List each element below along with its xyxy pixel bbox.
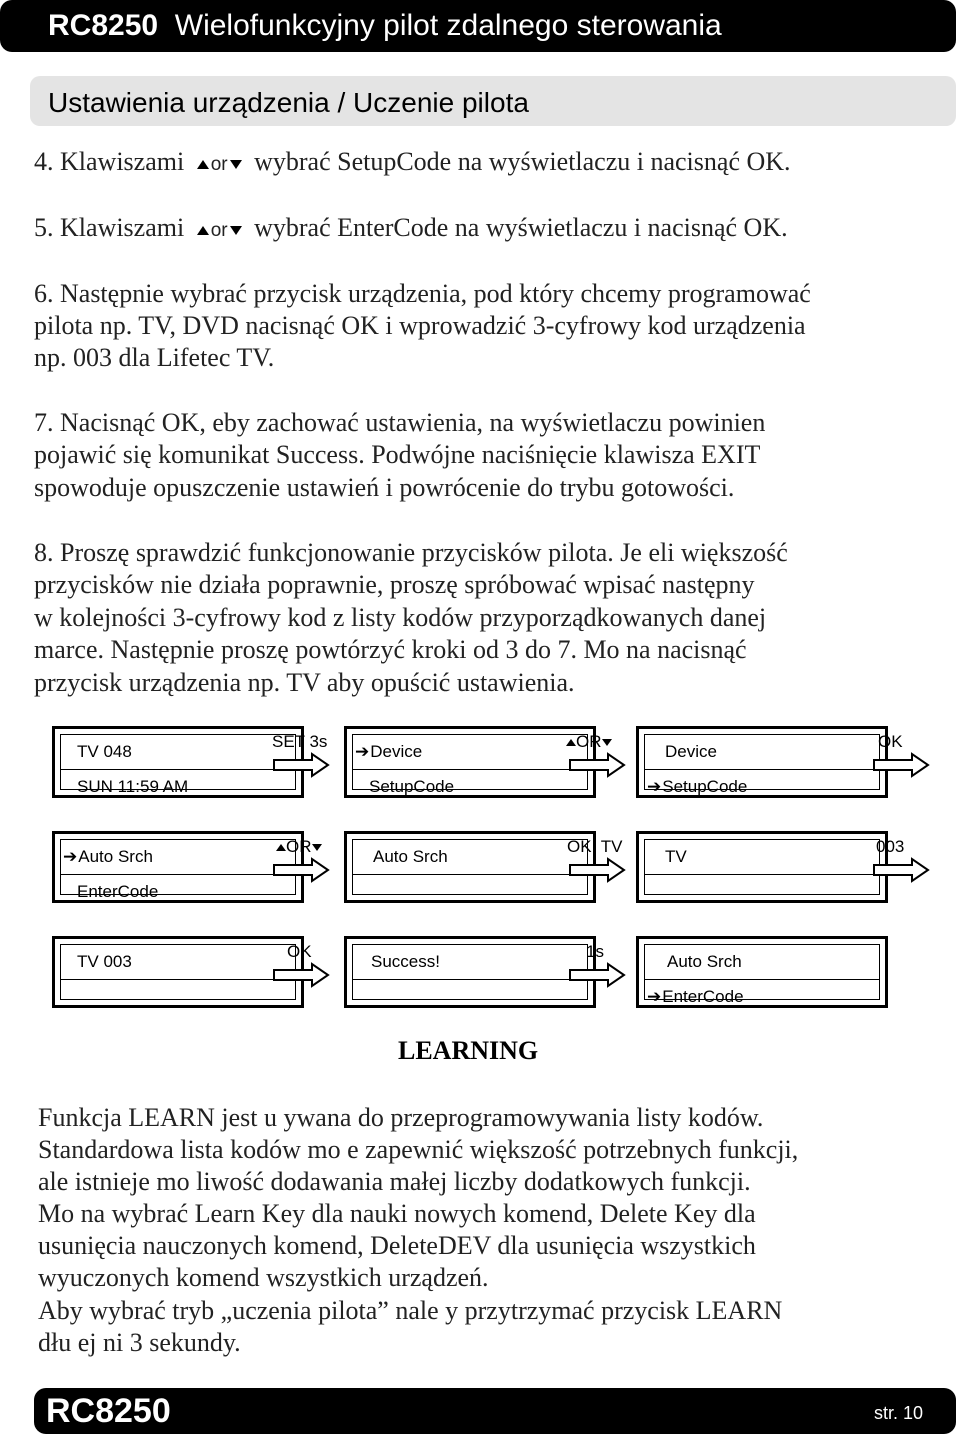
lcd-line-2: SUN 11:59 AM (77, 777, 189, 796)
lcd-display (344, 831, 596, 903)
step-8-line: przycisk urządzenia np. TV aby opuścić ustawienia. (34, 668, 575, 697)
learning-paragraph-line: wyuczonych komend wszystkich urządzeń. (38, 1263, 489, 1292)
lcd-line-1: Auto Srch (353, 840, 587, 875)
step-8-line: przycisków nie działa poprawnie, proszę spróbować wpisać następny (34, 570, 755, 599)
lcd-line-1-text: Device (370, 742, 423, 761)
section-title: Ustawienia urządzenia / Uczenie pilota (48, 87, 529, 118)
arrow-down-icon (230, 226, 242, 235)
right-arrow-icon (568, 962, 626, 988)
flow-step-label: 003 (876, 837, 905, 856)
or-label: OR (576, 732, 602, 751)
right-arrow-icon (872, 857, 930, 883)
right-arrow-icon (568, 857, 626, 883)
section-title-bar (30, 76, 956, 126)
step-7-line: 7. Nacisnąć OK, eby zachować ustawienia, na wyświetlaczu powinien (34, 408, 766, 437)
up-or-down-keys (191, 215, 248, 247)
flow-step-label: OK (878, 732, 903, 751)
or-label: OR (286, 837, 312, 856)
step-8-line: w kolejności 3-cyfrowy kod z listy kodów przyporządkowanych danej (34, 603, 767, 632)
or-label: or (210, 153, 228, 175)
header-model: RC8250 (48, 9, 159, 42)
learning-paragraph-line: Aby wybrać tryb „uczenia pilota” nale y przytrzymać przycisk LEARN (38, 1296, 783, 1325)
step-8-line: marce. Następnie proszę powtórzyć kroki od 3 do 7. Mo na nacisnąć (34, 635, 747, 664)
lcd-line-2 (645, 875, 879, 909)
step-7-line: spowoduje opuszczenie ustawień i powrócenie do trybu gotowości. (34, 473, 735, 502)
arrow-up-icon (276, 844, 286, 851)
page-header-title (48, 9, 722, 43)
lcd-display (52, 936, 304, 1008)
arrow-up-icon (566, 739, 576, 746)
step-6-line: np. 003 dla Lifetec TV. (34, 343, 275, 372)
lcd-line-1: Success! (353, 945, 587, 980)
step-5-prefix: 5. Klawiszami (34, 213, 185, 242)
pointer-arrow-icon: ➔ (647, 987, 662, 1006)
step-8-line: 8. Proszę sprawdzić funkcjonowanie przycisków pilota. Je eli większość (34, 538, 788, 567)
lcd-line-1: TV 048 (61, 735, 295, 770)
learning-paragraph-line: ale istnieje mo liwość dodawania małej liczby dodatkowych funkcji. (38, 1167, 751, 1196)
lcd-line-1: Device (645, 735, 879, 770)
pointer-arrow-icon: ➔ (647, 777, 662, 796)
learning-paragraph-line: Standardowa lista kodów mo e zapewnić większość potrzebnych funkcji, (38, 1135, 799, 1164)
arrow-down-icon (230, 160, 242, 169)
right-arrow-icon (272, 962, 330, 988)
page-number: str. 10 (874, 1403, 924, 1423)
learning-paragraph-line: Mo na wybrać Learn Key dla nauki nowych komend, Delete Key dla (38, 1199, 756, 1228)
lcd-line-1: TV 003 (61, 945, 295, 980)
lcd-line-1 (61, 840, 295, 875)
lcd-line-2: SetupCode (369, 777, 455, 796)
step-5-suffix: wybrać EnterCode na wyświetlaczu i nacisnąć OK. (254, 213, 788, 242)
step-4-suffix: wybrać SetupCode na wyświetlaczu i nacisnąć OK. (254, 147, 791, 176)
arrow-up-icon (197, 226, 209, 235)
lcd-line-2-text: SetupCode (662, 777, 748, 796)
lcd-line-2: EnterCode (77, 882, 159, 901)
footer-model: RC8250 (46, 1392, 171, 1430)
step-6-line: pilota np. TV, DVD nacisnąć OK i wprowadzić 3-cyfrowy kod urządzenia (34, 311, 806, 340)
learning-heading: LEARNING (398, 1036, 539, 1065)
lcd-line-2 (645, 770, 879, 804)
right-arrow-icon (272, 752, 330, 778)
flow-step-label: OK (287, 942, 312, 961)
learning-paragraph-line: usunięcia nauczonych komend, DeleteDEV dla usunięcia wszystkich (38, 1231, 756, 1260)
step-6-line: 6. Następnie wybrać przycisk urządzenia, pod który chcemy programować (34, 279, 811, 308)
lcd-line-1: TV (645, 840, 879, 875)
arrow-down-icon (602, 739, 612, 746)
lcd-line-2 (645, 980, 879, 1014)
flow-step-label (566, 732, 612, 752)
arrow-up-icon (197, 160, 209, 169)
footer-bar (34, 1388, 956, 1434)
lcd-display (52, 726, 304, 798)
pointer-arrow-icon: ➔ (355, 742, 370, 761)
step-4 (34, 146, 791, 181)
flow-step-label (276, 837, 322, 857)
lcd-line-1-text: Auto Srch (78, 847, 153, 866)
learning-paragraph-line: dłu ej ni 3 sekundy. (38, 1328, 241, 1357)
up-or-down-keys (191, 149, 248, 181)
lcd-line-1 (353, 735, 587, 770)
flow-step-label: SET 3s (272, 732, 328, 751)
right-arrow-icon (568, 752, 626, 778)
pointer-arrow-icon: ➔ (63, 847, 78, 866)
right-arrow-icon (272, 857, 330, 883)
lcd-display (344, 936, 596, 1008)
flow-step-label: OK. TV (567, 837, 623, 856)
learning-paragraph-line: Funkcja LEARN jest u ywana do przeprogramowywania listy kodów. (38, 1103, 764, 1132)
lcd-line-2 (61, 980, 295, 1014)
step-4-prefix: 4. Klawiszami (34, 147, 185, 176)
lcd-display (344, 726, 596, 798)
or-label: or (210, 219, 228, 241)
lcd-display (636, 831, 888, 903)
lcd-line-1: Auto Srch (645, 945, 879, 980)
step-7-line: pojawić się komunikat Success. Podwójne naciśnięcie klawisza EXIT (34, 440, 761, 469)
lcd-display (636, 936, 888, 1008)
right-arrow-icon (872, 752, 930, 778)
arrow-down-icon (312, 844, 322, 851)
lcd-line-2 (353, 875, 587, 909)
header-subtitle: Wielofunkcyjny pilot zdalnego sterowania (174, 9, 722, 42)
step-5 (34, 212, 788, 247)
lcd-line-2-text: EnterCode (662, 987, 744, 1006)
lcd-line-2 (353, 980, 587, 1014)
lcd-display (52, 831, 304, 903)
flow-step-label: 1s (586, 942, 604, 961)
lcd-display (636, 726, 888, 798)
